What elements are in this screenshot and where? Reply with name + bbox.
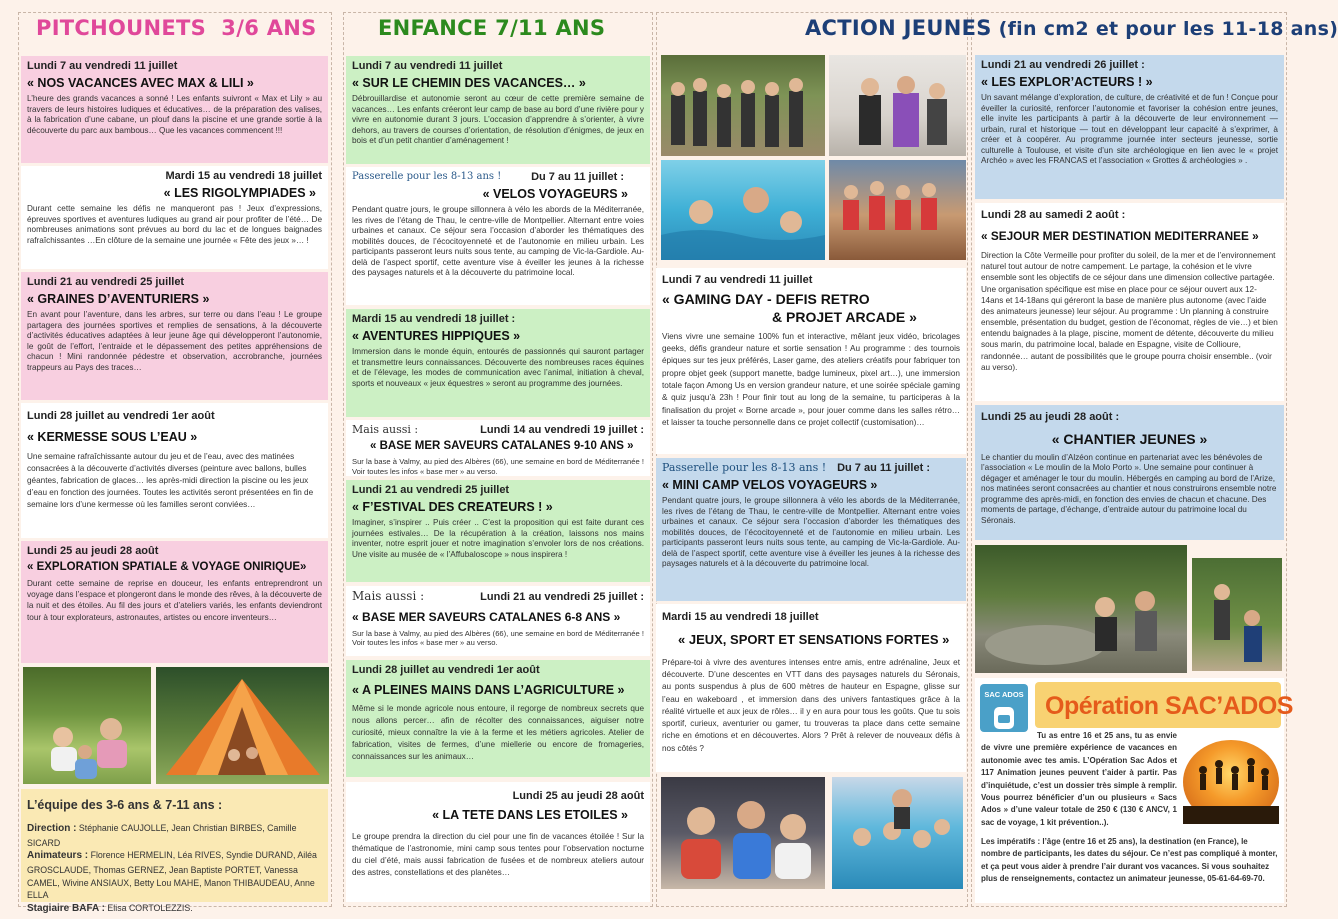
action-mini-camp-head <box>662 461 960 475</box>
enfance-week-5-date: Lundi 25 au jeudi 28 août <box>512 790 644 802</box>
pitch-week-1-text: L’heure des grands vacances a sonné ! Les enfants suivront « Max et Lily » au travers de leurs histoires ludiques et éducatives… de la préparation des valises, à la fabrication d’une cabane, un plouf dans la piscine et une grande sortie à la découverte du parc aux bambous… Que les vacances commencent !!! <box>27 94 322 135</box>
pitch-week-4-title: « KERMESSE SOUS L’EAU » <box>27 430 198 445</box>
enfance-base-mer-1-text: Sur la base à Valmy, au pied des Albères (66), une semaine en bord de Méditerranée ! Voir toutes les infos « base mer » au verso. <box>352 456 644 476</box>
action-sensations-text: Prépare-toi à vivre des aventures intenses entre amis, entre adrénaline, Jeux et découverte. D’une descentes en VTT dans des paysages naturels du Séronais, au ponts suspendus à plus de 600 mètres de hauteur en Espagne, glisse sur l’eau en wakeboard , et immersion dans des univers fantastiques grâce à la réalité virtuelle et aux jeux de rôles… il y en aura pour tous les goûts. Que tu sois sportif, curieux, aventurier ou gamer, tu trouveras ta place dans cette semaine riche en émotions et en découvertes. Alors ? Prêt à relever de nouveaux défis à nos côtés ? <box>662 657 960 753</box>
pool-games-illustration <box>832 777 963 889</box>
action-sensations <box>656 604 966 772</box>
pitch-week-5-text: Durant cette semaine de reprise en douceur, les enfants entreprendront un voyage dans l’espace et plongeront dans le monde des rêves, à la découverte de la nuit et des étoiles. Au fil des jours et d’ateliers variés, les enfants deviendront tour à tour explorateurs, astronautes, artistes ou encore inventeurs… <box>27 578 322 622</box>
enfance-week-3-date: Lundi 21 au vendredi 25 juillet <box>352 484 510 496</box>
action-explor-date: Lundi 21 au vendredi 26 juillet : <box>981 59 1145 71</box>
photo-tent <box>156 667 329 784</box>
enfance-week-3-text: Imaginer, s’inspirer .. Puis créer .. C’est la proposition qui est faite durant ces journées estivales… De la récupération à la création, laissons nos mains inventer, notre esprit jouer et notre imagination s’envoler lors de nos créations. Une visite au musée de « l’Affubaloscope » nous inspirera ! <box>352 518 644 559</box>
moulin-illustration <box>975 545 1187 673</box>
action-chantier <box>975 405 1284 540</box>
pitch-week-3-title: « GRAINES D’AVENTURIERS » <box>27 292 210 307</box>
enfance-base-mer-2 <box>346 586 650 656</box>
pitch-week-4 <box>21 403 328 538</box>
photo-gaming-kids <box>661 777 825 889</box>
pitch-week-2-date: Mardi 15 au vendredi 18 juillet <box>165 170 322 182</box>
team-bafa-label: Stagiaire BAFA : <box>27 903 105 915</box>
action-gaming-title: « GAMING DAY - DEFIS RETRO <box>662 291 870 308</box>
action-sensations-title: « JEUX, SPORT ET SENSATIONS FORTES » <box>678 632 950 648</box>
action-gaming-date: Lundi 7 au vendredi 11 juillet <box>662 274 813 286</box>
sacados-box <box>975 678 1293 903</box>
enfance-week-1 <box>346 56 650 164</box>
photo-chantier-group <box>1192 558 1282 671</box>
enfance-week-5-text: Le groupe prendra la direction du ciel pour une fin de vacances étoilée ! Sur la thématique de l’astronomie, mini camp sous tentes pour l’observation nocturne du ciel d’été, mais aussi fabrication de fusées et de nombreux ateliers autour des astres, constellations et des planètes… <box>352 832 644 877</box>
enfance-week-4 <box>346 660 650 777</box>
enfance-velos-tag: Passerelle pour les 8-13 ans ! <box>352 171 502 183</box>
pitch-week-2 <box>21 166 328 269</box>
team-bafa-names: Elisa CORTOLEZZIS. <box>104 903 193 914</box>
enfance-base-mer-2-date: Lundi 21 au vendredi 25 juillet : <box>480 591 644 604</box>
enfance-base-mer-1-head <box>352 423 644 437</box>
action-sensations-date: Mardi 15 au vendredi 18 juillet <box>662 611 819 623</box>
team-animateurs <box>27 849 322 902</box>
team-title: L’équipe des 3-6 ans & 7-11 ans : <box>27 798 223 812</box>
header-action-jeunes <box>805 16 1338 40</box>
sacados-title: Opération SAC’ADOS <box>1045 692 1293 720</box>
action-sejour-mer-text: Direction la Côte Vermeille pour profiter du soleil, de la mer et de l’environnement naturel tout autour de notre campement. Le partage, la cohésion et le vivre ensemble sont les objectifs de ce séjour dans une dimension collective partagée. Une organisation spécifique est mise en place pour ce séjour ouvert aux 12-14ans et 14-18ans qui géreront la base de manière plus autonome (avec l’aide des animateurs jeunesse) leur séjour. Au programme : Un planning à construire ensemble, présentation du budget, gestion de l’économat, règles de vie…) et bien entendu baignades à la plage, piscine, moment de détente, découverte du milieu sous marin, du patrimoine local, balade en Espagne, visite de Collioure, randonnée… autant de possibilités que le groupe pourra choisir ensemble.. (voir au verso). <box>981 251 1278 372</box>
enfance-velos <box>346 167 650 305</box>
action-sejour-mer <box>975 203 1284 401</box>
enfance-week-2 <box>346 309 650 417</box>
team-direction <box>27 822 322 849</box>
enfance-base-mer-2-head <box>352 589 644 604</box>
action-gaming-title-2: & PROJET ARCADE » <box>772 308 917 325</box>
action-explor-text: Un savant mélange d’exploration, de culture, de créativité et de fun ! Conçue pour éveiller la curiosité, renforcer l’autonomie et favoriser la cohésion entre jeunes, elle invite les participants à partir à la découverte de leur environnement — urbain, rural et historique — tout en développant leur capacité à s’exprimer, à créer et à coopérer. Au programme journée inter secteurs jeunesse, sortie culturelle à Toulouse, et visite d’un site archéologique en lien avec le « projet Archéo » avec les FRANCAS et l’association « Grottes & archéologies » . <box>981 93 1278 166</box>
sacados-logo-text: SAC ADOS <box>984 690 1024 699</box>
kids-picnic-illustration <box>23 667 151 784</box>
enfance-base-mer-1-tag: Mais aussi : <box>352 423 419 436</box>
enfance-velos-title: « VELOS VOYAGEURS » <box>482 187 628 202</box>
enfance-velos-text: Pendant quatre jours, le groupe sillonnera à vélo les abords de la Méditerranée, les rives de l’étang de Thau, le centre-ville de Montpellier. Alternant entre voies urbaines et canaux. Ce séjour sera l’occasion d’aborder les thématiques des mobilités douces, de l’écocitoyenneté et de l’autonomie en milieu urbain. Les participants passeront leurs nuits sous tente, au camping de Vic-la-Gardiole. Au-delà de l’aspect sportif, cette aventure vise à éveiller les jeunes à la richesse des paysages naturels et à la découverte du patrimoine local. <box>352 205 644 278</box>
vr-room-illustration <box>829 55 966 156</box>
pitch-week-3 <box>21 272 328 400</box>
team-animateurs-names: Florence HERMELIN, Léa RIVES, Syndie DURAND, Ailéa GROSCLAUDE, Thomas GERNEZ, Jean Baptiste PORTET, Vanessa CAMEL, Wivine ANSIAUX, Betty Lou MAHE, Manon THIBAUDEAU, Anne ELLA <box>27 850 317 901</box>
pitch-week-1 <box>21 56 328 163</box>
action-gaming <box>656 268 966 454</box>
gaming-kids-illustration <box>661 777 825 889</box>
enfance-week-3-title: « F’ESTIVAL DES CREATEURS ! » <box>352 500 553 515</box>
boat-illustration <box>829 160 966 260</box>
action-sejour-mer-title: « SEJOUR MER DESTINATION MEDITERRANEE » <box>981 229 1259 244</box>
team-bafa <box>27 902 322 917</box>
photo-moulin <box>975 545 1187 673</box>
photo-vr-room <box>829 55 966 156</box>
photo-sunset-jump <box>1183 740 1279 824</box>
enfance-week-4-title: « A PLEINES MAINS DANS L’AGRICULTURE » <box>352 683 625 698</box>
sacados-rules: Les impératifs : l’âge (entre 16 et 25 ans), la destination (en France), le nombre de participants, les dates du séjour. Ce n’est pas compliqué à monter, et ça peut vous aider à prendre l’air durant vos vacances. Si vous souhaitez plus de renseignements, contactez un animateur jeunesse, 05-61-64-69-70. <box>981 837 1278 884</box>
header-action-sub: (fin cm2 et pour les 11-18 ans) <box>991 18 1338 40</box>
enfance-base-mer-2-text: Sur la base à Valmy, au pied des Albères (66), une semaine en bord de Méditerranée ! Voir toutes les infos « base mer » au verso. <box>352 628 644 648</box>
action-mini-camp <box>656 458 966 601</box>
action-explor-title: « LES EXPLOR’ACTEURS ! » <box>981 75 1153 90</box>
enfance-base-mer-1 <box>346 420 650 476</box>
enfance-base-mer-2-tag: Mais aussi : <box>352 589 425 603</box>
enfance-week-1-text: Débrouillardise et autonomie seront au cœur de cette première semaine de vacances… Les enfants créeront leur camp de base au bord d’une rivière pour y vivre en autonomie durant 3 jours. L’occasion d’apprendre à s’orienter, à vivre dehors, au travers de courses d’orientation, de résolution d’énigmes, de jeux en bois et d’un petit chantier d’aménagement ! <box>352 94 644 146</box>
team-box <box>21 789 328 915</box>
action-mini-camp-tag: Passerelle pour les 8-13 ans ! <box>662 461 827 474</box>
enfance-week-4-text: Même si le monde agricole nous entoure, il regorge de nombreux secrets que nous allons percer… afin de récolter des connaissances, aiguiser notre curiosité, mieux connaître la vie à la ferme et les métiers agricoles. Atelier de fabrication, visites de fermes, d’une miellerie ou encore de fromageries, connaissances sur les animaux… <box>352 704 644 761</box>
pitch-week-1-date: Lundi 7 au vendredi 11 juillet <box>27 60 178 72</box>
group-forest-illustration <box>661 55 825 156</box>
enfance-week-4-date: Lundi 28 juillet au vendredi 1er août <box>352 664 540 676</box>
enfance-week-2-text: Immersion dans le monde équin, entourés de passionnés qui sauront partager et transmettre leurs connaissances. Découverte des nombreuses races équines et de l’élevage, les modes de communication avec l’animal, initiation à cheval, sports et nouveaux « jeux équestres » seront au programme des journées. <box>352 347 644 388</box>
pitch-week-5-date: Lundi 25 au jeudi 28 août <box>27 545 159 557</box>
pitch-week-5 <box>21 541 328 663</box>
pitch-week-5-title: « EXPLORATION SPATIALE & VOYAGE ONIRIQUE» <box>27 561 307 574</box>
pitch-week-1-title: « NOS VACANCES AVEC MAX & LILI » <box>27 76 254 91</box>
tent-illustration <box>156 667 329 784</box>
action-chantier-date: Lundi 25 au jeudi 28 août : <box>981 411 1120 423</box>
enfance-velos-date: Du 7 au 11 juillet : <box>531 171 624 183</box>
header-pitchounets: PITCHOUNETS 3/6 ANS <box>36 16 317 40</box>
photo-pool <box>661 160 825 260</box>
pool-illustration <box>661 160 825 260</box>
photo-kids-picnic <box>23 667 151 784</box>
photo-group-forest <box>661 55 825 156</box>
enfance-week-2-title: « AVENTURES HIPPIQUES » <box>352 329 521 344</box>
enfance-week-3 <box>346 480 650 582</box>
action-chantier-title: « CHANTIER JEUNES » <box>1051 431 1208 448</box>
sacados-intro: Tu as entre 16 et 25 ans, tu as envie de vivre une première expérience de vacances en autonomie avec tes amis. L’Opération Sac Ados et 117 Animation jeunes peuvent t’aider à partir. Pas d’inquiétude, c’est un dossier très simple à remplir. Vous pourrez bénéficier d’un ou plusieurs « Sacs Ados » d’une valeur totale de 250 € (130 € ANCV, 1 sac de voyage, 1 kit prévention..). <box>981 731 1177 827</box>
pitch-week-3-text: En avant pour l’aventure, dans les arbres, sur terre ou dans l’eau ! Le groupe partagera des journées sportives et remplies de sensations, à la découverte d’activités éducatives adaptées à leur jeune âge qui développeront l’autonomie, le goût de l’effort, l’entraide et le dépassement des petites appréhensions de chacun ! Mini randonnée pédestre et observation, accrobranche, journées trappeurs au Pays des traces… <box>27 310 322 372</box>
enfance-week-5-title: « LA TETE DANS LES ETOILES » <box>432 808 628 823</box>
jumping-silhouettes-illustration <box>1183 740 1279 824</box>
enfance-week-1-title: « SUR LE CHEMIN DES VACANCES… » <box>352 76 586 91</box>
enfance-base-mer-1-date: Lundi 14 au vendredi 19 juillet : <box>480 424 644 436</box>
team-direction-names: Stéphanie CAUJOLLE, Jean Christian BIRBES, Camille SICARD <box>27 823 297 848</box>
action-gaming-text: Viens vivre une semaine 100% fun et interactive, mêlant jeux vidéo, bricolages geeks, défis grandeur nature et sortie sensation ! Au programme : des tournois épiques sur tes jeux préférés, Laser game, des ateliers créatifs pour fabriquer ton propre objet geek (support manette, badge lumineux, pixel art…), une immersion totale façon Among Us en version grandeur nature, et une soirée spéciale gaming & quiz jusqu’à 23h ! Pour finir tout au long de la semaine, tu participeras à la finalisation du projet « Borne arcade », pour jouer comme dans les salles rétro… et laisser ta touche personnelle dans ce projet collectif (customisation)… <box>662 331 960 427</box>
pitch-week-2-title: « LES RIGOLYMPIADES » <box>163 186 316 201</box>
action-sejour-mer-date: Lundi 28 au samedi 2 août : <box>981 209 1126 221</box>
enfance-base-mer-2-title: « BASE MER SAVEURS CATALANES 6-8 ANS » <box>352 610 621 625</box>
team-direction-label: Direction : <box>27 823 77 835</box>
enfance-velos-head <box>352 170 644 184</box>
action-mini-camp-title: « MINI CAMP VELOS VOYAGEURS » <box>662 478 878 493</box>
action-mini-camp-text: Pendant quatre jours, le groupe sillonnera à vélo les abords de la Méditerranée, les rives de l’étang de Thau, le centre-ville de Montpellier. Alternant entre voies urbaines et canaux. Ce séjour sera l’occasion d’aborder les thématiques des mobilités douces, de l’écocitoyenneté et de l’autonomie en milieu urbain. Les participants passeront leurs nuits sous tente, au camping de Vic-la-Gardiole. Au-delà de l’aspect sportif, cette aventure vise à éveiller les jeunes à la richesse des paysages naturels et à la découverte du patrimoine local. <box>662 496 960 569</box>
photo-boat <box>829 160 966 260</box>
pitch-week-4-date: Lundi 28 juillet au vendredi 1er août <box>27 410 215 422</box>
team-animateurs-label: Animateurs : <box>27 850 89 862</box>
pitch-week-3-date: Lundi 21 au vendredi 25 juillet <box>27 276 185 288</box>
pitch-week-2-text: Durant cette semaine les défis ne manqueront pas ! Jeux d’expressions, épreuves sportives et aventures ludiques au grand air pour profiter de l’été… De nombreuses animations sont prévues au bord du lac et de longues baignades rafraîchissantes …En clôture de la semaine une journée « Fête des jeux »… ! <box>27 204 322 245</box>
photo-pool-games <box>832 777 963 889</box>
action-mini-camp-date: Du 7 au 11 juillet : <box>837 462 930 474</box>
pitch-week-4-text: Une semaine rafraîchissante autour du jeu et de l’eau, avec des matinées consacrées à la découverte d’activités diverses (peinture avec ballons, bulles géantes, fabrication de glaces… les après-midi direction la piscine ou les jeux d’eau en fonction des journées. Toutes les activités seront présentées en fin de semaine lors d’une kermesse où les familles seront conviées… <box>27 452 314 509</box>
action-explor <box>975 55 1284 199</box>
chantier-group-illustration <box>1192 558 1282 671</box>
enfance-week-5 <box>346 782 650 902</box>
enfance-base-mer-1-title: « BASE MER SAVEURS CATALANES 9-10 ANS » <box>370 440 634 453</box>
enfance-week-1-date: Lundi 7 au vendredi 11 juillet <box>352 60 503 72</box>
header-action-main: ACTION JEUNES <box>805 16 992 40</box>
backpack-icon <box>986 703 1022 729</box>
enfance-week-2-date: Mardi 15 au vendredi 18 juillet : <box>352 313 516 325</box>
action-chantier-text: Le chantier du moulin d’Alzéon continue en partenariat avec les bénévoles de l’association « Le moulin de la Molo Porto ». Une semaine pour continuer à dégager et aménager le tour du moulin. Hébergés en camping au bord de l’Arize, nos matinées seront consacrées au chantier et nous construirons ensemble notre programme des après-midi, en fonction des envies de chacun et chacune. Des moments de partage, d’échange, d’entraide autour du patrimoine local du Séronais. <box>981 452 1277 525</box>
header-enfance: ENFANCE 7/11 ANS <box>378 16 606 40</box>
sacados-logo <box>980 684 1028 732</box>
